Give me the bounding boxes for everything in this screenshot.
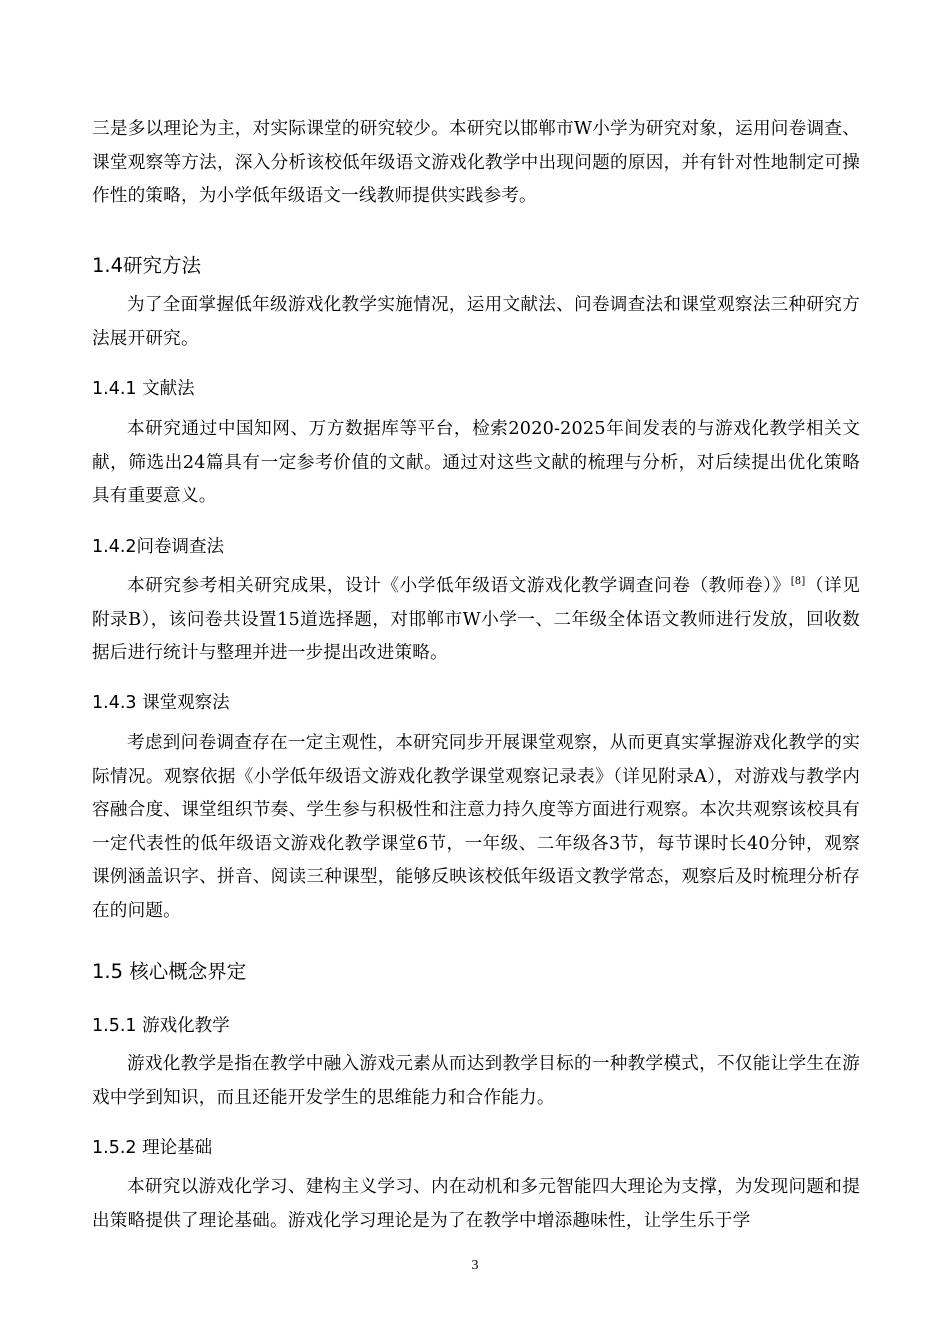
heading-1-4-3: 1.4.3 课堂观察法 — [92, 693, 230, 713]
paragraph-1-4-2 — [92, 570, 860, 671]
paragraph-1-4-1: 本研究通过中国知网、万方数据库等平台，检索2020-2025年间发表的与游戏化教学相关文献，筛选出24篇具有一定参考价值的文献。通过对这些文献的梳理与分析，对后续提出优化策略具有重要意义。 — [92, 419, 860, 506]
page-number: 3 — [471, 1258, 479, 1273]
heading-1-5: 1.5 核心概念界定 — [92, 960, 247, 983]
paragraph-1-5-2: 本研究以游戏化学习、建构主义学习、内在动机和多元智能四大理论为支撑，为发现问题和提出策略提供了理论基础。游戏化学习理论是为了在教学中增添趣味性，让学生乐于学 — [92, 1177, 860, 1231]
heading-1-4-2: 1.4.2问卷调查法 — [92, 537, 225, 557]
heading-1-4: 1.4研究方法 — [92, 254, 202, 277]
paragraph-1-4-3: 考虑到问卷调查存在一定主观性，本研究同步开展课堂观察，从而更真实掌握游戏化教学的实际情况。观察依据《小学低年级语文游戏化教学课堂观察记录表》（详见附录A），对游戏与教学内容融合度、课堂组织节奏、学生参与积极性和注意力持久度等方面进行观察。本次共观察该校具有一定代表性的低年级语文游戏化教学课堂6节，一年级、二年级各3节，每节课时长40分钟，观察课例涵盖识字、拼音、阅读三种课型，能够反映该校低年级语文教学常态，观察后及时梳理分析存在的问题。 — [92, 733, 860, 921]
paragraph-intro: 三是多以理论为主，对实际课堂的研究较少。本研究以邯郸市W小学为研究对象，运用问卷调查、课堂观察等方法，深入分析该校低年级语文游戏化教学中出现问题的原因，并有针对性地制定可操作性的策略，为小学低年级语文一线教师提供实践参考。 — [92, 119, 860, 206]
citation-ref: [8] — [790, 576, 806, 588]
heading-1-5-2: 1.5.2 理论基础 — [92, 1138, 213, 1158]
heading-1-5-1: 1.5.1 游戏化教学 — [92, 1016, 230, 1036]
paragraph-1-4-2-text-a: 本研究参考相关研究成果，设计《小学低年级语文游戏化教学调查问卷（教师卷）》 — [127, 576, 791, 596]
paragraph-1-4-2-text-b: （详见附录B），该问卷共设置15道选择题，对邯郸市W小学一、二年级全体语文教师进行发放，回收数据后进行统计与整理并进一步提出改进策略。 — [92, 576, 860, 663]
paragraph-1-4: 为了全面掌握低年级游戏化教学实施情况，运用文献法、问卷调查法和课堂观察法三种研究方法展开研究。 — [92, 295, 860, 349]
paragraph-1-5-1: 游戏化教学是指在教学中融入游戏元素从而达到教学目标的一种教学模式，不仅能让学生在游戏中学到知识，而且还能开发学生的思维能力和合作能力。 — [92, 1054, 860, 1108]
heading-1-4-1: 1.4.1 文献法 — [92, 379, 195, 399]
